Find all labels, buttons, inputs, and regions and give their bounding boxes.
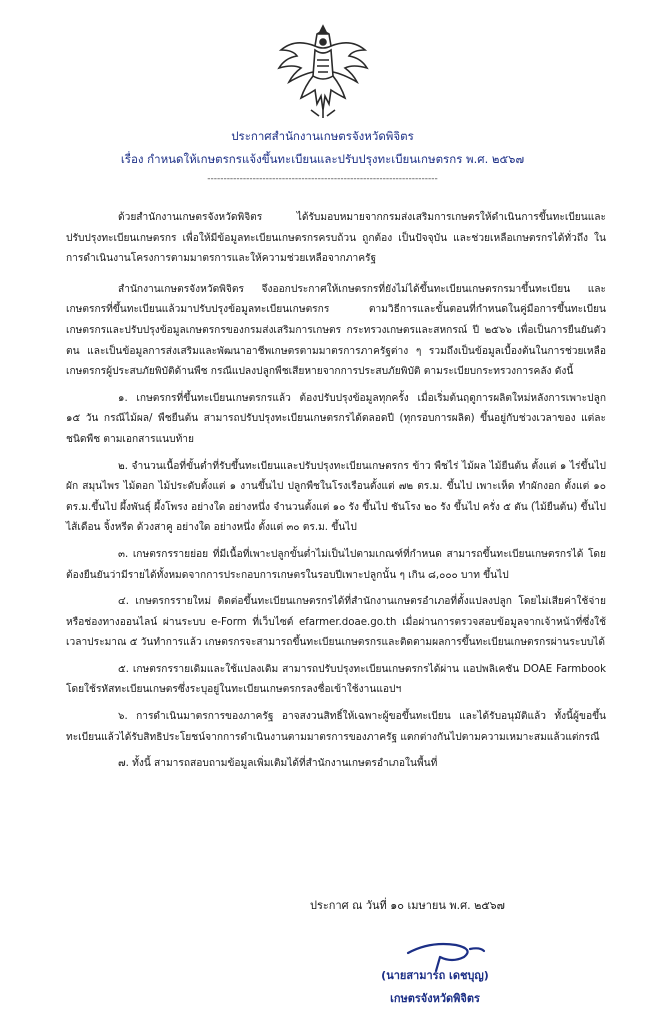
clause-5: ๕. เกษตรกรรายเดิมและใช้แปลงเดิม สามารถปรับปรุงทะเบียนเกษตรกรได้ผ่าน แอปพลิเคชัน DOAE Farmbook โดยใช้รหัสทะเบียนเกษตรซึ่งระบุอยู่ในทะเบียนเกษตรกรลงชื่อเข้าใช้งานแอปฯ <box>66 663 606 696</box>
signatory-position: เกษตรจังหวัดพิจิตร <box>390 992 480 1005</box>
clause-7: ๗. ทั้งนี้ สามารถสอบถามข้อมูลเพิ่มเติมได้ที่สำนักงานเกษตรอำเภอในพื้นที่ <box>118 758 438 770</box>
announcement-title: ประกาศสำนักงานเกษตรจังหวัดพิจิตร <box>231 129 414 143</box>
purpose-paragraph: สำนักงานเกษตรจังหวัดพิจิตร จึงออกประกาศให้เกษตรกรที่ยังไม่ได้ขึ้นทะเบียนเกษตรกรมาขึ้นทะเบียน และเกษตรกรที่ขึ้นทะเบียนแล้วมาปรับปรุงข้อมูลทะเบียนเกษตรกร ตามวิธีการและขั้นตอนที่กำหนดในคู่มือการขึ้นทะเบียนเกษตรกรและปรับปรุงข้อมูลเกษตรกรของกรมส่งเสริมการเกษตร กระทรวงเกษตรและสหกรณ์ ปี ๒๕๖๖ เพื่อเป็นการยืนยันตัวตน และเป็นข้อมูลการส่งเสริมและพัฒนาอาชีพเกษตรตามมาตรการภาครัฐต่าง ๆ รวมถึงเป็นข้อมูลเบื้องต้นในการช่วยเหลือเกษตรกรผู้ประสบภัยพิบัติด้านพืช กรณีแปลงปลูกพืชเสียหายจากการประสบภัยพิบัติ ตามระเบียบกระทรวงการคลัง ดังนี้ <box>66 283 606 378</box>
signatory-name: (นายสามารถ เดชบุญ) <box>381 969 489 982</box>
clause-1: ๑. เกษตรกรที่ขึ้นทะเบียนเกษตรกรแล้ว ต้องปรับปรุงข้อมูลทุกครั้ง เมื่อเริ่มต้นฤดูการผลิตใหม่หลังการเพาะปลูก ๑๕ วัน กรณีไม้ผล/ พืชยืนต้น สามารถปรับปรุงทะเบียนเกษตรกรได้ตลอดปี (ทุกรอบการผลิต) ขึ้นอยู่กับช่วงเวลาของ แต่ละชนิดพืช ตามเอกสารแนบท้าย <box>66 392 606 445</box>
announcement-date: ประกาศ ณ วันที่ ๑๐ เมษายน พ.ศ. ๒๕๖๗ <box>310 899 505 912</box>
garuda-emblem-icon <box>275 20 371 120</box>
clause-2: ๒. จำนวนเนื้อที่ขั้นต่ำที่รับขึ้นทะเบียนและปรับปรุงทะเบียนเกษตรกร ข้าว พืชไร่ ไม้ผล ไม้ยืนต้น ตั้งแต่ ๑ ไร่ขึ้นไป ผัก สมุนไพร ไม้ดอก ไม้ประดับตั้งแต่ ๑ งานขึ้นไป ปลูกพืชในโรงเรือนตั้งแต่ ๗๒ ตร.ม. ขึ้นไป เพาะเห็ด ทำผักงอก ตั้งแต่ ๑๐ ตร.ม.ขึ้นไป ผึ้งพันธุ์ ผึ้งโพรง อย่างใด อย่างหนึ่ง จำนวนตั้งแต่ ๑๐ รัง ขึ้นไป ชันโรง ๒๐ รัง ขึ้นไป ครั่ง ๕ ตัน (ไม้ยืนต้น) ขึ้นไป ไส้เดือน จิ้งหรีด ด้วงสาคู อย่างใด อย่างหนึ่ง ตั้งแต่ ๓๐ ตร.ม. ขึ้นไป <box>66 460 606 534</box>
clause-6: ๖. การดำเนินมาตรการของภาครัฐ อาจสงวนสิทธิ์ให้เฉพาะผู้ขอขึ้นทะเบียน และได้รับอนุมัติแล้ว ทั้งนี้ผู้ขอขึ้นทะเบียนแล้วได้รับสิทธิประโยชน์จากการดำเนินงานตามมาตรการของภาครัฐ แตกต่างกันไปตามความเหมาะสมแล้วแต่กรณี <box>66 711 606 743</box>
clause-3: ๓. เกษตรกรรายย่อย ที่มีเนื้อที่เพาะปลูกขั้นต่ำไม่เป็นไปตามเกณฑ์ที่กำหนด สามารถขึ้นทะเบียนเกษตรกรได้ โดยต้องยืนยันว่ามีรายได้ทั้งหมดจากการประกอบการเกษตรในรอบปีเพาะปลูกนั้น ๆ เกิน ๘,๐๐๐ บาท ขึ้นไป <box>66 548 606 581</box>
announcement-body <box>66 208 606 781</box>
intro-paragraph: ด้วยสำนักงานเกษตรจังหวัดพิจิตร ได้รับมอบหมายจากกรมส่งเสริมการเกษตรให้ดำเนินการขึ้นทะเบียนและปรับปรุงทะเบียนเกษตรกร เพื่อให้มีข้อมูลทะเบียนเกษตรกรครบถ้วน ถูกต้อง เป็นปัจจุบัน และช่วยเหลือเกษตรกรได้ทั่วถึง ในการดำเนินงานโครงการตามมาตรการและให้ความช่วยเหลือจากภาครัฐ <box>66 212 606 265</box>
separator-line: ----------------------------------------------------------------------- <box>207 174 438 184</box>
announcement-subject: เรื่อง กำหนดให้เกษตรกรแจ้งขึ้นทะเบียนและปรับปรุงทะเบียนเกษตรกร พ.ศ. ๒๕๖๗ <box>120 152 525 166</box>
clause-4: ๔. เกษตรกรรายใหม่ ติดต่อขึ้นทะเบียนเกษตรกรได้ที่สำนักงานเกษตรอำเภอที่ตั้งแปลงปลูก โดยไม่เสียค่าใช้จ่าย หรือช่องทางออนไลน์ ผ่านระบบ e-Form ที่เว็บไซต์ efarmer.doae.go.th เมื่อผ่านการตรวจสอบข้อมูลจากเจ้าหน้าที่ซึ่งใช้เวลาประมาณ ๕ วันทำการแล้ว เกษตรกรจะสามารถขึ้นทะเบียนเกษตรกรและติดตามผลการขึ้นทะเบียนเกษตรกรผ่านระบบได้ <box>66 596 606 649</box>
